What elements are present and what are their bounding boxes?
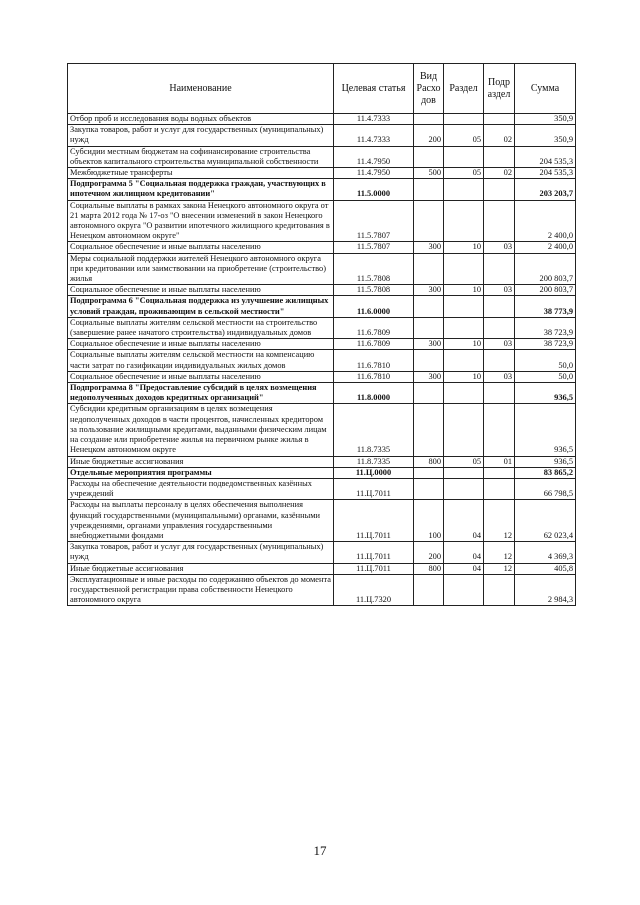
row-sum-cell: 350,9: [515, 114, 576, 125]
row-expense-type-cell: [414, 114, 444, 125]
row-subsection-cell: 02: [484, 125, 515, 146]
row-section-cell: 04: [444, 500, 484, 542]
table-row: [68, 125, 576, 146]
row-target-article-cell: 11.4.7950: [334, 168, 414, 179]
row-subsection-cell: 12: [484, 542, 515, 563]
row-name-cell: Социальное обеспечение и иные выплаты населению: [68, 339, 334, 350]
row-section-cell: 10: [444, 285, 484, 296]
row-subsection-cell: [484, 350, 515, 371]
row-section-cell: 05: [444, 125, 484, 146]
row-subsection-cell: [484, 478, 515, 499]
row-section-cell: [444, 574, 484, 606]
page-number: 17: [313, 843, 327, 858]
row-name-cell: Отбор проб и исследования воды водных объектов: [68, 114, 334, 125]
row-sum-cell: 4 369,3: [515, 542, 576, 563]
table-row: [68, 383, 576, 404]
row-target-article-cell: 11.4.7950: [334, 146, 414, 167]
row-sum-cell: 936,5: [515, 383, 576, 404]
row-sum-cell: 204 535,3: [515, 168, 576, 179]
row-target-article-cell: 11.8.7335: [334, 456, 414, 467]
table-row: [68, 317, 576, 338]
row-name-cell: Закупка товаров, работ и услуг для государственных (муниципальных) нужд: [68, 125, 334, 146]
row-target-article-cell: 11.Ц.7011: [334, 478, 414, 499]
row-sum-cell: 2 400,0: [515, 200, 576, 242]
row-name-cell: Подпрограмма 6 "Социальная поддержка из улучшение жилищных условий граждан, проживающим в сельской местности": [68, 296, 334, 317]
row-section-cell: 05: [444, 168, 484, 179]
row-expense-type-cell: 800: [414, 456, 444, 467]
row-expense-type-cell: [414, 200, 444, 242]
row-sum-cell: 204 535,3: [515, 146, 576, 167]
table-row: [68, 114, 576, 125]
table-body: [68, 114, 576, 606]
row-expense-type-cell: 800: [414, 563, 444, 574]
table-row: [68, 478, 576, 499]
row-name-cell: Подпрограмма 5 "Социальная поддержка граждан, участвующих в ипотечном жилищном кредитовании": [68, 179, 334, 200]
row-expense-type-cell: [414, 146, 444, 167]
row-sum-cell: 203 203,7: [515, 179, 576, 200]
row-sum-cell: 38 723,9: [515, 317, 576, 338]
row-sum-cell: 62 023,4: [515, 500, 576, 542]
table-row: [68, 285, 576, 296]
row-expense-type-cell: 300: [414, 371, 444, 382]
row-target-article-cell: 11.4.7333: [334, 125, 414, 146]
row-target-article-cell: 11.5.7807: [334, 242, 414, 253]
row-name-cell: Межбюджетные трансферты: [68, 168, 334, 179]
table-row: [68, 339, 576, 350]
row-target-article-cell: 11.5.0000: [334, 179, 414, 200]
table-row: [68, 350, 576, 371]
row-subsection-cell: [484, 200, 515, 242]
row-section-cell: 10: [444, 371, 484, 382]
row-subsection-cell: [484, 317, 515, 338]
row-target-article-cell: 11.Ц.7011: [334, 542, 414, 563]
row-expense-type-cell: 300: [414, 285, 444, 296]
row-expense-type-cell: 200: [414, 125, 444, 146]
row-section-cell: [444, 467, 484, 478]
row-section-cell: [444, 317, 484, 338]
row-target-article-cell: 11.Ц.7320: [334, 574, 414, 606]
row-sum-cell: 66 798,5: [515, 478, 576, 499]
row-sum-cell: 38 773,9: [515, 296, 576, 317]
table-row: [68, 456, 576, 467]
row-name-cell: Меры социальной поддержки жителей Ненецкого автономного округа при кредитовании или заимствовании на приобретение (строительство) жилья: [68, 253, 334, 285]
row-sum-cell: 936,5: [515, 456, 576, 467]
row-expense-type-cell: 200: [414, 542, 444, 563]
row-sum-cell: 2 984,3: [515, 574, 576, 606]
row-subsection-cell: [484, 114, 515, 125]
row-expense-type-cell: 500: [414, 168, 444, 179]
row-name-cell: Социальное обеспечение и иные выплаты населению: [68, 242, 334, 253]
budget-table: [67, 63, 576, 606]
row-target-article-cell: 11.6.7810: [334, 371, 414, 382]
row-section-cell: [444, 383, 484, 404]
row-subsection-cell: 03: [484, 285, 515, 296]
table-row: [68, 371, 576, 382]
row-section-cell: [444, 404, 484, 456]
row-expense-type-cell: [414, 574, 444, 606]
row-target-article-cell: 11.6.7810: [334, 350, 414, 371]
row-sum-cell: 936,5: [515, 404, 576, 456]
row-expense-type-cell: [414, 179, 444, 200]
table-row: [68, 296, 576, 317]
table-row: [68, 200, 576, 242]
row-expense-type-cell: [414, 383, 444, 404]
row-target-article-cell: 11.6.7809: [334, 339, 414, 350]
row-name-cell: Отдельные мероприятия программы: [68, 467, 334, 478]
row-target-article-cell: 11.5.7808: [334, 285, 414, 296]
table-row: [68, 574, 576, 606]
header-target-article: Целевая статья: [334, 64, 414, 114]
row-name-cell: Иные бюджетные ассигнования: [68, 456, 334, 467]
row-section-cell: [444, 350, 484, 371]
row-target-article-cell: 11.6.7809: [334, 317, 414, 338]
row-expense-type-cell: [414, 404, 444, 456]
row-subsection-cell: [484, 146, 515, 167]
row-section-cell: [444, 146, 484, 167]
row-section-cell: [444, 478, 484, 499]
row-section-cell: 05: [444, 456, 484, 467]
row-subsection-cell: [484, 179, 515, 200]
row-subsection-cell: 03: [484, 371, 515, 382]
row-name-cell: Эксплуатационные и иные расходы по содержанию объектов до момента государственной регистрации права собственности Ненецкого автономного округа: [68, 574, 334, 606]
header-sum: Сумма: [515, 64, 576, 114]
table-row: [68, 500, 576, 542]
table-row: [68, 168, 576, 179]
row-subsection-cell: 01: [484, 456, 515, 467]
row-subsection-cell: [484, 574, 515, 606]
table-row: [68, 146, 576, 167]
row-expense-type-cell: 300: [414, 339, 444, 350]
table-row: [68, 563, 576, 574]
row-name-cell: Подпрограмма 8 "Предоставление субсидий в целях возмещения недополученных доходов кредитных организаций": [68, 383, 334, 404]
row-name-cell: Иные бюджетные ассигнования: [68, 563, 334, 574]
header-subsection: Подр аздел: [484, 64, 515, 114]
row-target-article-cell: 11.6.0000: [334, 296, 414, 317]
row-expense-type-cell: [414, 253, 444, 285]
row-subsection-cell: [484, 467, 515, 478]
row-target-article-cell: 11.8.0000: [334, 383, 414, 404]
row-subsection-cell: [484, 383, 515, 404]
row-sum-cell: 405,8: [515, 563, 576, 574]
row-subsection-cell: 12: [484, 563, 515, 574]
row-section-cell: 10: [444, 339, 484, 350]
row-name-cell: Расходы на выплаты персоналу в целях обеспечения выполнения функций государственными (муниципальными) органами, казёнными учреждениями, органами управления государственными внебюджетными фондами: [68, 500, 334, 542]
table-row: [68, 467, 576, 478]
row-subsection-cell: 12: [484, 500, 515, 542]
row-name-cell: Субсидии кредитным организациям в целях возмещения недополученных доходов в части процентов, начисленных кредитором за пользование жилищными кредитами, выданными физическим лицам на создание или приобретение жилья на первичном рынке жилья в Ненецком автономном округе: [68, 404, 334, 456]
row-section-cell: 10: [444, 242, 484, 253]
row-target-article-cell: 11.5.7808: [334, 253, 414, 285]
table-header-row: [68, 64, 576, 114]
row-expense-type-cell: [414, 350, 444, 371]
row-sum-cell: 50,0: [515, 350, 576, 371]
row-expense-type-cell: [414, 467, 444, 478]
row-subsection-cell: [484, 404, 515, 456]
row-section-cell: [444, 296, 484, 317]
table-row: [68, 542, 576, 563]
header-name: Наименование: [68, 64, 334, 114]
row-target-article-cell: 11.Ц.7011: [334, 500, 414, 542]
row-subsection-cell: 03: [484, 339, 515, 350]
row-name-cell: Социальные выплаты жителям сельской местности на компенсацию части затрат по газификации индивидуальных жилых домов: [68, 350, 334, 371]
row-name-cell: Закупка товаров, работ и услуг для государственных (муниципальных) нужд: [68, 542, 334, 563]
row-sum-cell: 50,0: [515, 371, 576, 382]
row-section-cell: [444, 114, 484, 125]
row-name-cell: Социальное обеспечение и иные выплаты населению: [68, 371, 334, 382]
row-name-cell: Социальные выплаты в рамках закона Ненецкого автономного округа от 21 марта 2012 года № 17-оз "О внесении изменений в закон Ненецкого автономного округа "О развитии ипотечного жилищного кредитования в Ненецком автономном округе": [68, 200, 334, 242]
row-target-article-cell: 11.Ц.0000: [334, 467, 414, 478]
row-target-article-cell: 11.4.7333: [334, 114, 414, 125]
row-subsection-cell: 03: [484, 242, 515, 253]
table-row: [68, 253, 576, 285]
row-name-cell: Социальные выплаты жителям сельской местности на строительство (завершение ранее начатого строительства) индивидуальных домов: [68, 317, 334, 338]
row-section-cell: [444, 253, 484, 285]
row-section-cell: 04: [444, 542, 484, 563]
row-expense-type-cell: [414, 317, 444, 338]
table-row: [68, 404, 576, 456]
row-expense-type-cell: 100: [414, 500, 444, 542]
row-expense-type-cell: [414, 478, 444, 499]
row-sum-cell: 200 803,7: [515, 253, 576, 285]
row-subsection-cell: [484, 296, 515, 317]
table-row: [68, 242, 576, 253]
row-target-article-cell: 11.Ц.7011: [334, 563, 414, 574]
header-expense-type: Вид Расхо дов: [414, 64, 444, 114]
row-section-cell: [444, 179, 484, 200]
row-expense-type-cell: 300: [414, 242, 444, 253]
row-name-cell: Социальное обеспечение и иные выплаты населению: [68, 285, 334, 296]
table-row: [68, 179, 576, 200]
row-sum-cell: 83 865,2: [515, 467, 576, 478]
row-name-cell: Субсидии местным бюджетам на софинансирование строительства объектов капитального строительства муниципальной собственности: [68, 146, 334, 167]
row-sum-cell: 350,9: [515, 125, 576, 146]
row-name-cell: Расходы на обеспечение деятельности подведомственных казённых учреждений: [68, 478, 334, 499]
row-section-cell: [444, 200, 484, 242]
row-target-article-cell: 11.5.7807: [334, 200, 414, 242]
row-section-cell: 04: [444, 563, 484, 574]
row-sum-cell: 38 723,9: [515, 339, 576, 350]
row-subsection-cell: 02: [484, 168, 515, 179]
row-expense-type-cell: [414, 296, 444, 317]
row-target-article-cell: 11.8.7335: [334, 404, 414, 456]
row-sum-cell: 2 400,0: [515, 242, 576, 253]
header-section: Раздел: [444, 64, 484, 114]
row-subsection-cell: [484, 253, 515, 285]
row-sum-cell: 200 803,7: [515, 285, 576, 296]
